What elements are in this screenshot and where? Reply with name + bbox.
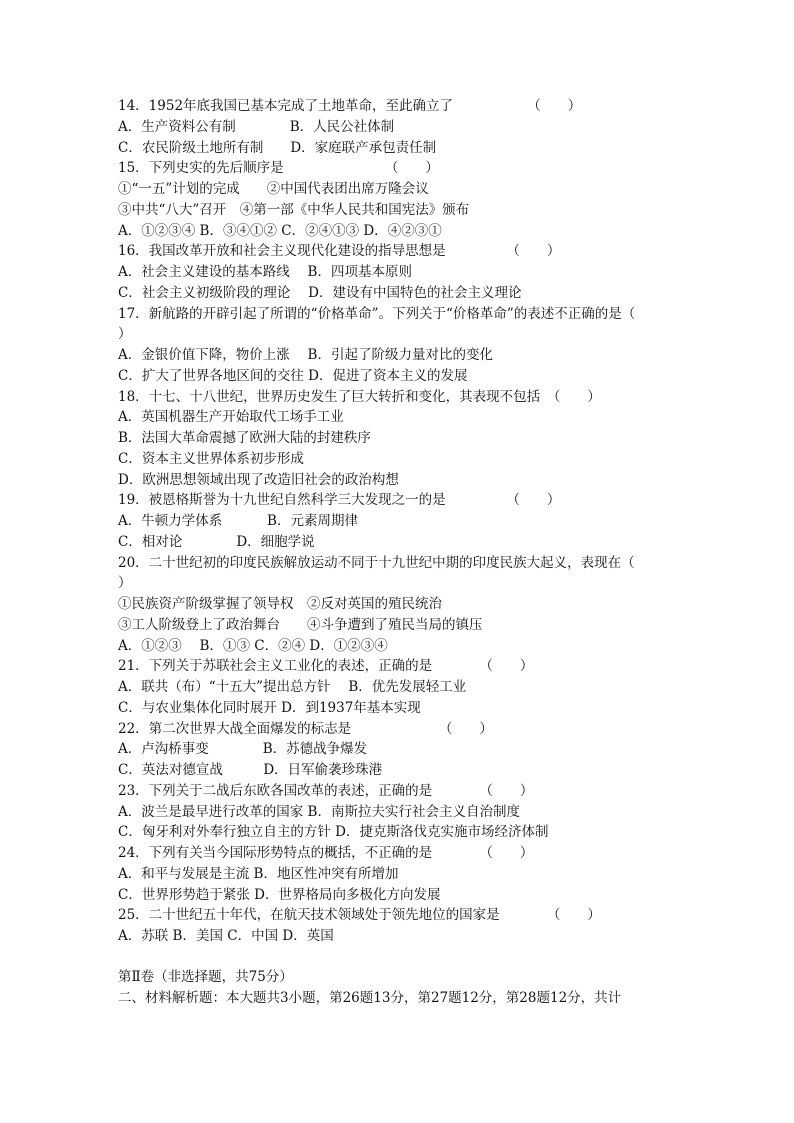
text-line: ） bbox=[118, 575, 132, 592]
text-line: ①“一五”计划的完成 ②中国代表团出席万隆会议 bbox=[118, 181, 429, 197]
section-title: 第Ⅱ卷（非选择题，共75分） bbox=[118, 968, 293, 985]
text-line: A．①②③④ B．③④①② C．②④①③ D．④②③① bbox=[118, 222, 442, 239]
text-line: 23．下列关于二战后东欧各国改革的表述，正确的是 （ ） bbox=[118, 782, 534, 799]
text-line: A．联共（布）“十五大”提出总方针 B．优先发展轻工业 bbox=[118, 679, 467, 695]
text-line: A．苏联 B．美国 C．中国 D．英国 bbox=[118, 928, 334, 944]
text-line: 19．被恩格斯誉为十九世纪自然科学三大发现之一的是 （ ） bbox=[118, 492, 561, 509]
text-line: ③工人阶级登上了政治舞台 ④斗争遭到了殖民当局的镇压 bbox=[118, 616, 483, 633]
text-line: ③中共“八大”召开 ④第一部《中华人民共和国宪法》颁布 bbox=[118, 201, 470, 218]
section-gap bbox=[118, 947, 698, 967]
text-line: 21．下列关于苏联社会主义工业化的表述，正确的是 （ ） bbox=[118, 658, 534, 675]
text-line: 17．新航路的开辟引起了所谓的“价格革命”。下列关于“价格革命”的表述不正确的是（ bbox=[118, 305, 636, 322]
text-line: A．波兰是最早进行改革的国家 B．南斯拉夫实行社会主义自治制度 bbox=[118, 803, 520, 820]
text-line: A．牛顿力学体系 B．元素周期律 bbox=[118, 513, 358, 529]
section-instruction: 二、材料解析题：本大题共3小题，第26题13分，第27题12分，第28题12分，共计 bbox=[118, 989, 622, 1006]
text-line: 20．二十世纪初的印度民族解放运动不同于十九世纪中期的印度民族大起义，表现在（ bbox=[118, 554, 635, 571]
text-line: A．卢沟桥事变 B．苏德战争爆发 bbox=[118, 741, 368, 758]
text-line: A．生产资料公有制 B．人民公社体制 bbox=[118, 118, 395, 135]
question-list bbox=[118, 96, 698, 947]
text-line: C．匈牙利对外奉行独立自主的方针 D．捷克斯洛伐克实施市场经济体制 bbox=[118, 824, 549, 841]
text-line: C．英法对德宣战 D．日军偷袭珍珠港 bbox=[118, 762, 383, 778]
text-line: 15．下列史实的先后顺序是 （ ） bbox=[118, 160, 439, 177]
exam-content bbox=[118, 96, 698, 1008]
text-line: A．和平与发展是主流 B．地区性冲突有所增加 bbox=[118, 865, 399, 882]
text-line: 22．第二次世界大战全面爆发的标志是 （ ） bbox=[118, 720, 493, 737]
text-line: 24．下列有关当今国际形势特点的概括，不正确的是 （ ） bbox=[118, 845, 534, 861]
text-line: ①民族资产阶级掌握了领导权 ②反对英国的殖民统治 bbox=[118, 596, 442, 612]
text-line: B．法国大革命震撼了欧洲大陆的封建秩序 bbox=[118, 430, 371, 446]
text-line: C．社会主义初级阶段的理论 D．建设有中国特色的社会主义理论 bbox=[118, 284, 522, 301]
text-line: C．世界形势趋于紧张 D．世界格局向多极化方向发展 bbox=[118, 886, 441, 903]
text-line: 14．1952年底我国已基本完成了土地革命，至此确立了 （ ） bbox=[118, 98, 582, 114]
text-line: A．英国机器生产开始取代工场手工业 bbox=[118, 409, 344, 426]
text-line: 25．二十世纪五十年代，在航天技术领域处于领先地位的国家是 （ ） bbox=[118, 907, 601, 924]
text-line: A．社会主义建设的基本路线 B．四项基本原则 bbox=[118, 264, 412, 280]
text-line: D．欧洲思想领域出现了改造旧社会的政治构想 bbox=[118, 471, 399, 488]
text-line: C．与农业集体化同时展开 D．到1937年基本实现 bbox=[118, 699, 421, 716]
text-line: 18．十七、十八世纪，世界历史发生了巨大转折和变化，其表现不包括 （ ） bbox=[118, 388, 601, 405]
text-line: A．金银价值下降，物价上涨 B．引起了阶级力量对比的变化 bbox=[118, 347, 493, 363]
text-line: C．扩大了世界各地区间的交往 D．促进了资本主义的发展 bbox=[118, 367, 468, 384]
text-line: A．①②③ B．①③ C．②④ D．①②③④ bbox=[118, 637, 388, 654]
text-line: C．相对论 D．细胞学说 bbox=[118, 533, 315, 550]
text-line: ） bbox=[118, 326, 132, 343]
text-line: C．农民阶级土地所有制 D．家庭联产承包责任制 bbox=[118, 139, 437, 156]
text-line: C．资本主义世界体系初步形成 bbox=[118, 450, 304, 467]
text-line: 16．我国改革开放和社会主义现代化建设的指导思想是 （ ） bbox=[118, 243, 561, 260]
